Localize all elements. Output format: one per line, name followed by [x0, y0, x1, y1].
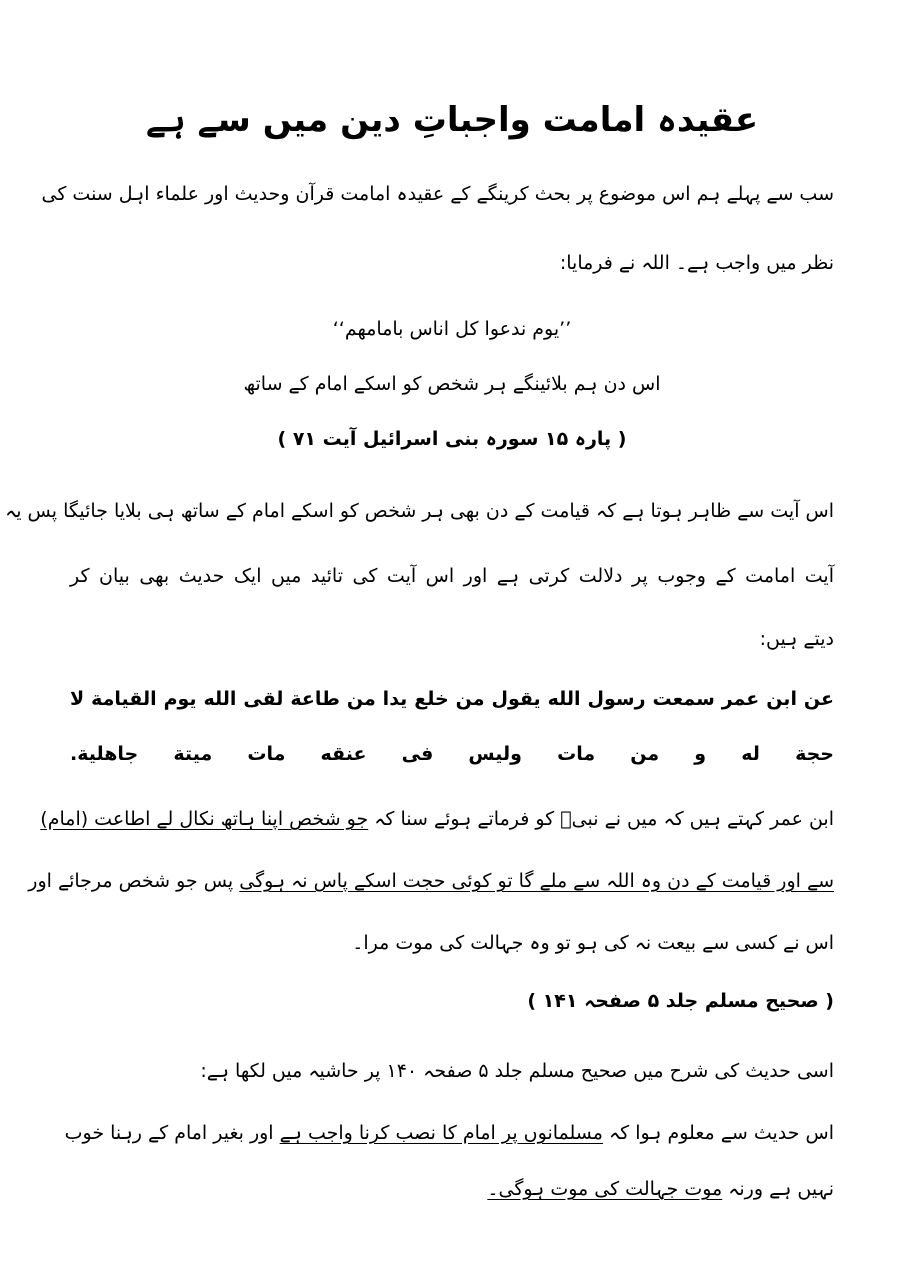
- hadith-translation-line-2: [28, 870, 834, 893]
- explanation-line-3: دیتے ہیں:: [759, 628, 834, 650]
- hadith-translation-underlined-1: جو شخص اپنا ہاتھ نکال لے اطاعت (امام): [40, 808, 369, 830]
- hadith-arabic-line-1: عن ابن عمر سمعت رسول الله يقول من خلع يدا من طاعة لقى الله يوم القيامة لا: [70, 688, 834, 710]
- commentary-underlined-2: مسلمانوں پر امام کا نصب کرنا واجب ہے: [279, 1122, 603, 1144]
- verse-reference: ( پارہ ۱۵ سورہ بنی اسرائیل آیت ۷۱ ): [277, 428, 627, 450]
- hadith-translation-line-1: [40, 808, 834, 831]
- hadith-translation-plain-1: ابن عمر کہتے ہیں کہ میں نے نبیؐ کو فرماتے ہوئے سنا کہ: [374, 808, 834, 830]
- commentary-plain-2a: اس حدیث سے معلوم ہوا کہ: [608, 1122, 834, 1144]
- explanation-line-2: آیت امامت کے وجوب پر دلالت کرتی ہے اور اس آیت کی تائید میں ایک حدیث بھی بیان کر: [70, 565, 834, 587]
- hadith-arabic-line-2: حجة له و من مات وليس فى عنقه مات ميتة جاهلية.: [70, 743, 834, 765]
- intro-line-2: نظر میں واجب ہے۔ اللہ نے فرمایا:: [559, 252, 834, 274]
- explanation-line-1: اس آیت سے ظاہر ہوتا ہے کہ قیامت کے دن بھی ہر شخص کو اسکے امام کے ساتھ ہی بلایا جائیگا پس یہ: [5, 500, 834, 522]
- hadith-translation-underlined-2: سے اور قیامت کے دن وہ اللہ سے ملے گا تو کوئی حجت اسکے پاس نہ ہوگی: [239, 870, 834, 892]
- commentary-plain-3: نہیں ہے ورنہ: [728, 1178, 834, 1200]
- page-title: عقیدہ امامت واجباتِ دین میں سے ہے: [145, 100, 759, 140]
- hadith-translation-plain-2: پس جو شخص مرجائے اور: [28, 870, 234, 892]
- commentary-underlined-3: موت جہالت کی موت ہوگی۔: [487, 1178, 723, 1200]
- hadith-translation-line-3: اس نے کسی سے بیعت نہ کی ہو تو وہ جہالت کی موت مرا۔: [352, 932, 834, 954]
- verse-translation: اس دن ہم بلائینگے ہر شخص کو اسکے امام کے ساتھ: [243, 373, 661, 395]
- intro-line-1: سب سے پہلے ہم اس موضوع پر بحث کرینگے کے عقیدہ امامت قرآن وحدیث اور علماء اہل سنت کی: [41, 183, 834, 205]
- commentary-plain-2b: اور بغیر امام کے رہنا خوب: [64, 1122, 274, 1144]
- commentary-line-1: اسی حدیث کی شرح میں صحیح مسلم جلد ۵ صفحہ ۱۴۰ پر حاشیہ میں لکھا ہے:: [200, 1060, 834, 1082]
- commentary-line-2: [64, 1122, 834, 1145]
- hadith-source: ( صحیح مسلم جلد ۵ صفحہ ۱۴۱ ): [527, 990, 834, 1012]
- verse-arabic: ’’یوم ندعوا کل اناس بامامھم‘‘: [332, 318, 572, 340]
- commentary-line-3: [70, 1178, 834, 1201]
